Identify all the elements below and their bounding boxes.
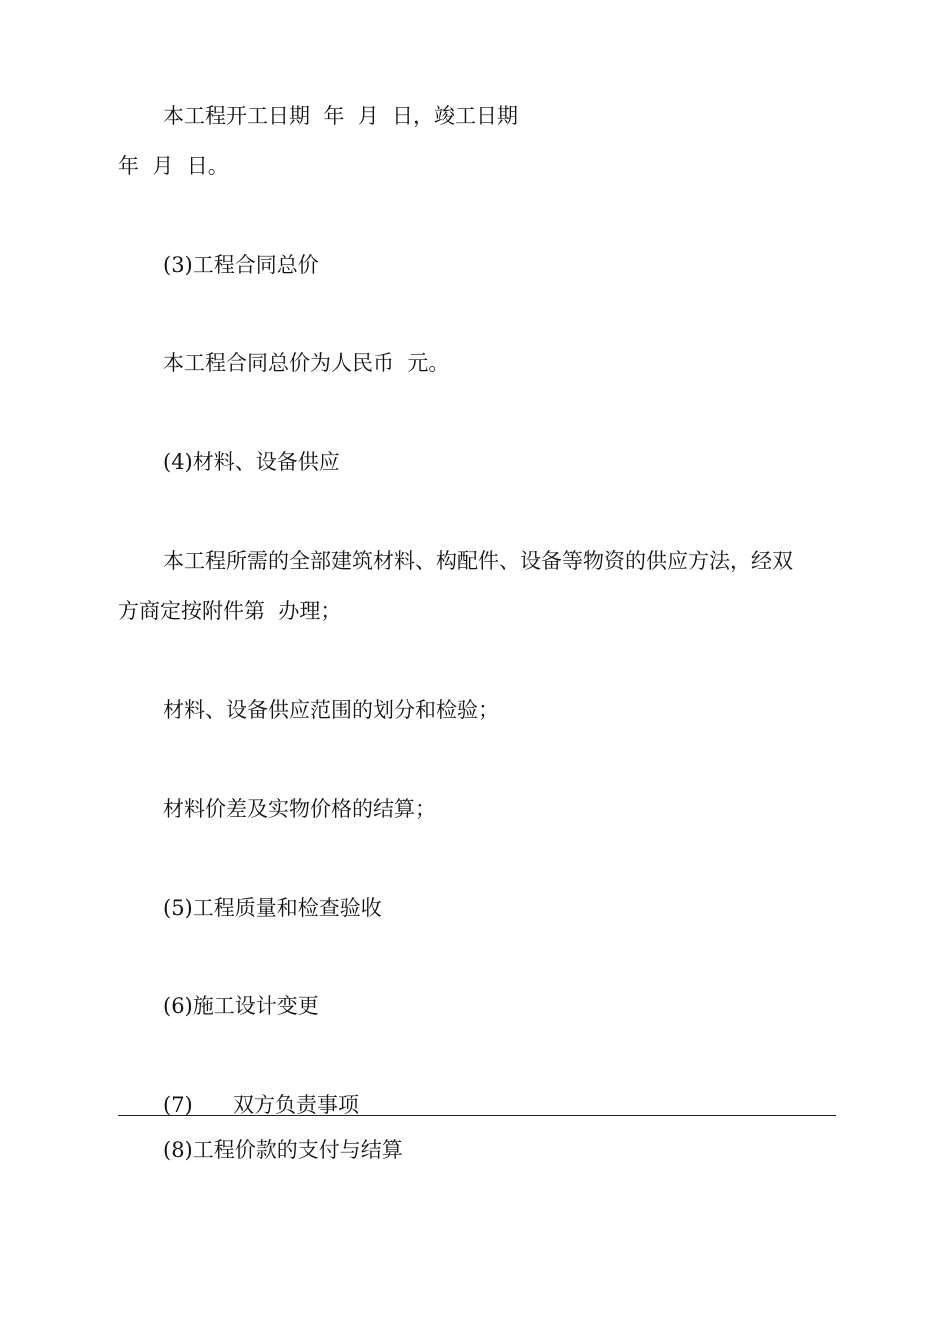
supply-scope-line: 材料、设备供应范围的划分和检验；	[163, 698, 499, 722]
section-7-number: (7)	[163, 1093, 193, 1117]
price-difference-line: 材料价差及实物价格的结算；	[163, 797, 436, 821]
horizontal-rule	[118, 1115, 836, 1116]
section-8-heading: (8)工程价款的支付与结算	[163, 1138, 403, 1162]
completion-date-continuation: 年 月 日。	[118, 154, 229, 178]
section-7-heading: 双方负责事项	[233, 1093, 359, 1117]
section-3-heading: (3)工程合同总价	[163, 253, 319, 277]
material-supply-paragraph-line-1: 本工程所需的全部建筑材料、构配件、设备等物资的供应方法，经双	[163, 549, 793, 573]
section-4-heading: (4)材料、设备供应	[163, 450, 340, 474]
section-5-heading: (5)工程质量和检查验收	[163, 896, 382, 920]
contract-price-line: 本工程合同总价为人民币 元。	[163, 351, 450, 375]
start-completion-date-line: 本工程开工日期 年 月 日，竣工日期	[163, 104, 519, 128]
section-6-heading: (6)施工设计变更	[163, 994, 319, 1018]
material-supply-paragraph-line-2: 方商定按附件第 办理；	[118, 599, 342, 623]
